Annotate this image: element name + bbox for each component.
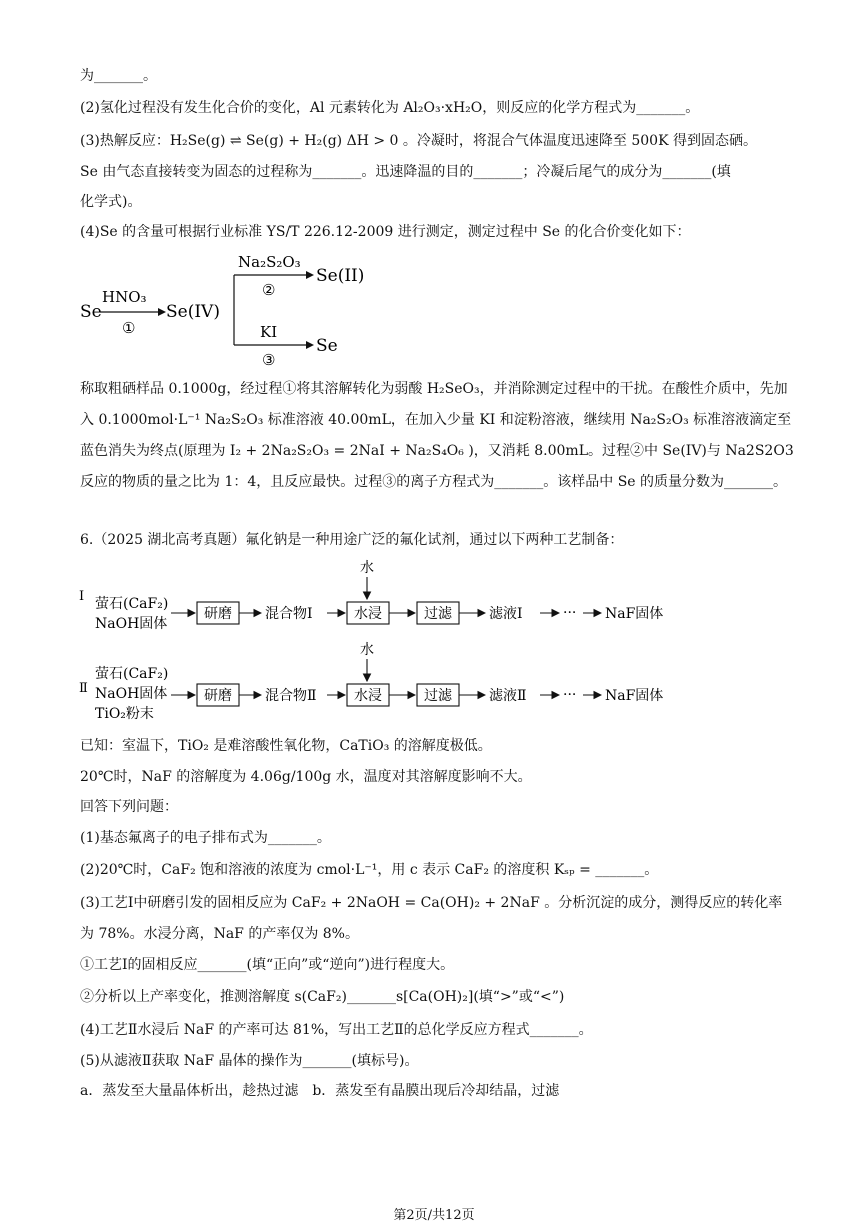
- row2-product: NaF固体: [605, 688, 664, 704]
- text-line: ①工艺Ⅰ的固相反应_______(填“正向”或“逆向”)进行程度大。: [80, 957, 455, 973]
- row2-filter-box: 过滤: [424, 688, 452, 704]
- text-line: 为_______。: [80, 68, 157, 84]
- text-line: ②分析以上产率变化，推测溶解度 s(CaF₂)_______s[Ca(OH)₂](填“>”或“<”): [80, 989, 565, 1005]
- se2-label: Se(II): [316, 266, 365, 286]
- row1-grind-box: 研磨: [204, 606, 232, 622]
- text-line: (3)工艺Ⅰ中研磨引发的固相反应为 CaF₂ + 2NaOH = Ca(OH)₂ + 2NaF 。分析沉淀的成分，测得反应的转化率: [80, 895, 783, 911]
- row1-leach-box: 水浸: [354, 606, 382, 622]
- row1-product: NaF固体: [605, 606, 664, 622]
- text-line: Se 由气态直接转变为固态的过程称为_______。迅速降温的目的_______；冷凝后尾气的成分为_______(填: [80, 164, 731, 180]
- text-line: 化学式)。: [80, 194, 142, 210]
- naf-process-flowchart: [75, 555, 695, 730]
- paragraph-se-determination: 称取粗硒样品 0.1000g，经过程①将其溶解转化为弱酸 H₂SeO₃，并消除测定过程中的干扰。在酸性介质中，先加入 0.1000mol·L⁻¹ Na₂S₂O₃ 标准溶液 40.00mL，在加入少量 KI 和淀粉溶液，继续用 Na₂S₂O₃ 标准溶液滴定至蓝色消失为终点(原理为 I₂ + 2Na₂S₂O₃ = 2NaI + Na₂S₄O₆ )，又消耗 8.00mL。过程②中 Se(IV)与 Na2S2O3 反应的物质的量之比为 1：4，且反应最快。过程③的离子方程式为_______。该样品中 Se 的质量分数为_______。: [80, 381, 794, 490]
- row2-water: 水: [360, 642, 374, 658]
- text-line: a．蒸发至大量晶体析出，趁热过滤 b．蒸发至有晶膜出现后冷却结晶，过滤: [80, 1083, 560, 1099]
- text-line: (4)Se 的含量可根据行业标准 YS/T 226.12-2009 进行测定，测定过程中 Se 的化合价变化如下：: [80, 224, 691, 240]
- row1-input-fluorite: 萤石(CaF₂): [95, 596, 169, 612]
- text-line: (2)20℃时，CaF₂ 饱和溶液的浓度为 cmol·L⁻¹，用 c 表示 CaF₂ 的溶度积 Kₛₚ = _______。: [80, 862, 659, 878]
- text-line: (5)从滤液Ⅱ获取 NaF 晶体的操作为_______(填标号)。: [80, 1053, 419, 1069]
- text-line: (3)热解反应：H₂Se(g) ⇌ Se(g) + H₂(g) ΔH > 0 。冷凝时，将混合气体温度迅速降至 500K 得到固态硒。: [80, 133, 757, 149]
- row1-filter-box: 过滤: [424, 606, 452, 622]
- se0-label: Se: [316, 336, 338, 356]
- text-line: 为 78%。水浸分离，NaF 的产率仅为 8%。: [80, 926, 359, 942]
- row1-filtrate: 滤液Ⅰ: [489, 606, 523, 622]
- text-line: 已知：室温下，TiO₂ 是难溶酸性氧化物，CaTiO₃ 的溶解度极低。: [80, 738, 492, 754]
- row2-filtrate: 滤液Ⅱ: [489, 688, 527, 704]
- text-line: 回答下列问题：: [80, 799, 178, 815]
- row2-mixture: 混合物Ⅱ: [265, 688, 317, 704]
- text-line: (1)基态氟离子的电子排布式为_______。: [80, 830, 331, 846]
- row2-input-tio2: TiO₂粉末: [95, 706, 154, 722]
- page-footer: 第2页/共12页: [393, 1208, 475, 1223]
- text-line: (4)工艺Ⅱ水浸后 NaF 的产率可达 81%，写出工艺Ⅱ的总化学反应方程式_______。: [80, 1022, 593, 1038]
- se-valence-diagram: [70, 245, 370, 370]
- row2-input-naoh: NaOH固体: [95, 686, 168, 702]
- step2-label: ②: [262, 281, 276, 299]
- text-line: (2)氢化过程没有发生化合价的变化，Al 元素转化为 Al₂O₃·xH₂O，则反应的化学方程式为_______。: [80, 100, 700, 116]
- row2-grind-box: 研磨: [204, 688, 232, 704]
- route-1-label: Ⅰ: [79, 589, 85, 604]
- ki-label: KI: [260, 323, 278, 341]
- se-start: Se: [80, 302, 102, 322]
- row1-water: 水: [360, 560, 374, 576]
- row1-mixture: 混合物Ⅰ: [265, 606, 313, 622]
- row2-ellipsis: ···: [563, 687, 577, 703]
- row1-ellipsis: ···: [563, 605, 577, 621]
- step1-label: ①: [122, 319, 136, 337]
- question-6-title: 6.（2025 湖北高考真题）氟化钠是一种用途广泛的氟化试剂，通过以下两种工艺制备：: [80, 532, 624, 548]
- row2-input-fluorite: 萤石(CaF₂): [95, 666, 169, 682]
- route-2-label: Ⅱ: [79, 681, 88, 696]
- row2-leach-box: 水浸: [354, 688, 382, 704]
- na2s2o3-label: Na₂S₂O₃: [238, 253, 301, 271]
- text-line: 20℃时，NaF 的溶解度为 4.06g/100g 水，温度对其溶解度影响不大。: [80, 769, 532, 785]
- row1-input-naoh: NaOH固体: [95, 616, 168, 632]
- se4-label: Se(IV): [166, 302, 220, 322]
- hno3-label: HNO₃: [102, 288, 147, 306]
- step3-label: ③: [262, 351, 276, 369]
